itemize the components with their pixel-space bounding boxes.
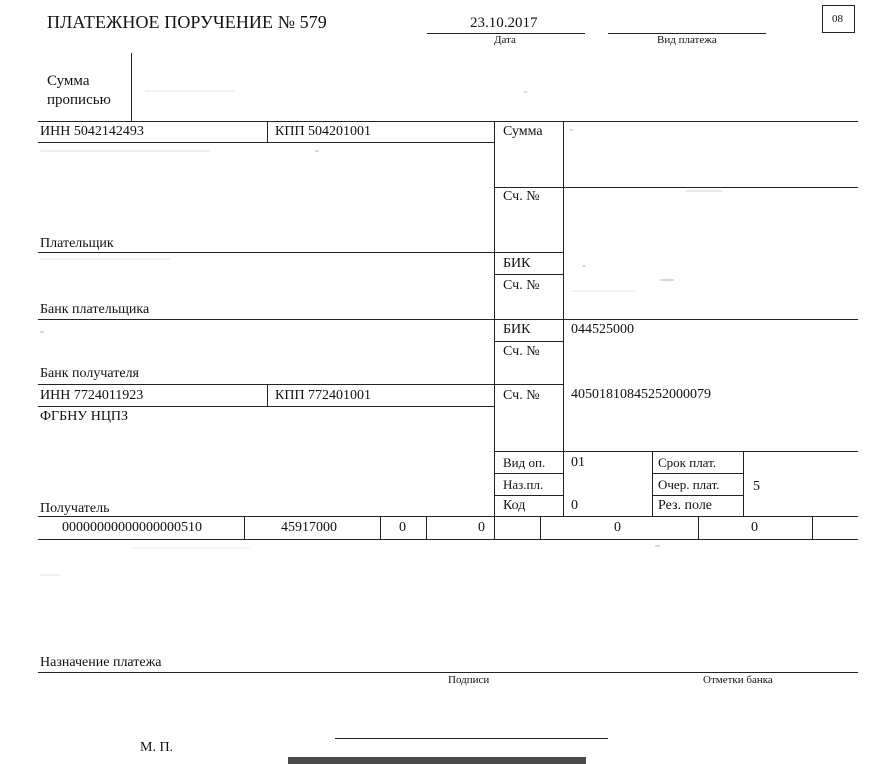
recipient-name: ФГБНУ НЦПЗ bbox=[40, 409, 129, 424]
grid-line bbox=[38, 252, 563, 253]
reserved-field-label: Рез. поле bbox=[658, 498, 713, 513]
payer-label: Плательщик bbox=[40, 236, 114, 251]
recipient-inn: ИНН 7724011923 bbox=[40, 388, 144, 403]
tax-doc-number: 0 bbox=[614, 520, 621, 535]
recipient-kpp: КПП 772401001 bbox=[275, 388, 372, 403]
grid-line bbox=[38, 384, 563, 385]
grid-line bbox=[38, 319, 858, 320]
grid-line bbox=[38, 516, 858, 517]
sum-label: Сумма bbox=[503, 124, 543, 139]
tax-period: 0 bbox=[478, 520, 485, 535]
grid-line bbox=[38, 406, 494, 407]
grid-line bbox=[743, 451, 744, 516]
recipient-bank-bik: 044525000 bbox=[571, 322, 634, 337]
document-title: ПЛАТЕЖНОЕ ПОРУЧЕНИЕ № 579 bbox=[47, 12, 327, 32]
payment-purpose-code-label: Наз.пл. bbox=[503, 477, 544, 492]
grid-line bbox=[494, 473, 563, 474]
redacted-text bbox=[145, 90, 235, 92]
grid-line bbox=[494, 187, 858, 188]
payment-term-label: Срок плат. bbox=[658, 455, 717, 470]
signatures-label: Подписи bbox=[448, 674, 490, 686]
code-value: 0 bbox=[571, 498, 578, 513]
redacted-text bbox=[660, 279, 674, 281]
payment-type-caption: Вид платежа bbox=[657, 34, 717, 46]
bank-marks-label: Отметки банка bbox=[703, 674, 773, 686]
grid-line bbox=[812, 516, 813, 539]
stamp-place-label: М. П. bbox=[140, 740, 174, 755]
overlay-bar bbox=[288, 757, 586, 764]
redacted-text bbox=[40, 574, 60, 576]
grid-line bbox=[698, 516, 699, 539]
payer-bank-bik-label: БИК bbox=[503, 256, 531, 271]
operation-type-label: Вид оп. bbox=[503, 455, 546, 470]
grid-line bbox=[426, 516, 427, 539]
document-date: 23.10.2017 bbox=[470, 15, 538, 31]
amount-in-words-label: Сумма прописью bbox=[47, 73, 111, 108]
payer-bank-account-label: Сч. № bbox=[503, 278, 540, 293]
code-label: Код bbox=[503, 498, 526, 513]
redacted-text bbox=[582, 265, 586, 267]
grid-line bbox=[494, 341, 563, 342]
form-code: 08 bbox=[832, 13, 843, 25]
redacted-text bbox=[686, 190, 722, 192]
recipient-label: Получатель bbox=[40, 501, 110, 516]
grid-line bbox=[267, 384, 268, 407]
payment-priority-value: 5 bbox=[753, 479, 760, 494]
operation-type-value: 01 bbox=[571, 455, 585, 470]
redacted-text bbox=[570, 290, 635, 292]
signature-line bbox=[335, 738, 608, 739]
grid-line bbox=[38, 539, 858, 540]
redacted-text bbox=[40, 258, 170, 260]
recipient-account-label: Сч. № bbox=[503, 388, 540, 403]
grid-line bbox=[652, 495, 743, 496]
grid-line bbox=[38, 121, 858, 122]
grid-line bbox=[494, 121, 495, 540]
grid-line bbox=[38, 672, 858, 673]
redacted-text bbox=[130, 547, 250, 549]
date-caption: Дата bbox=[494, 34, 516, 46]
redacted-text bbox=[40, 150, 210, 152]
payer-bank-label: Банк плательщика bbox=[40, 302, 150, 317]
grid-line bbox=[267, 121, 268, 142]
tax-basis: 0 bbox=[399, 520, 406, 535]
recipient-bank-bik-label: БИК bbox=[503, 322, 531, 337]
recipient-bank-account-label: Сч. № bbox=[503, 344, 540, 359]
grid-line bbox=[494, 495, 563, 496]
grid-line bbox=[652, 473, 743, 474]
tax-oktmo: 45917000 bbox=[281, 520, 337, 535]
form-code-box bbox=[822, 5, 855, 33]
tax-kbk: 00000000000000000510 bbox=[62, 520, 202, 535]
recipient-bank-label: Банк получателя bbox=[40, 366, 139, 381]
grid-line bbox=[494, 274, 563, 275]
redacted-text bbox=[40, 331, 44, 333]
redacted-text bbox=[655, 545, 660, 547]
grid-line bbox=[540, 516, 541, 539]
grid-line bbox=[494, 451, 858, 452]
grid-line bbox=[244, 516, 245, 539]
redacted-text bbox=[315, 150, 319, 152]
redacted-text bbox=[570, 129, 573, 131]
grid-line bbox=[652, 451, 653, 516]
payer-account-label: Сч. № bbox=[503, 189, 540, 204]
grid-line bbox=[38, 142, 494, 143]
amount-words-divider bbox=[131, 53, 132, 121]
payment-purpose-label: Назначение платежа bbox=[40, 655, 162, 670]
grid-line bbox=[380, 516, 381, 539]
recipient-account: 40501810845252000079 bbox=[571, 387, 711, 402]
redacted-text bbox=[524, 91, 527, 93]
payment-priority-label: Очер. плат. bbox=[658, 477, 720, 492]
payer-kpp: КПП 504201001 bbox=[275, 124, 372, 139]
payer-inn: ИНН 5042142493 bbox=[40, 124, 144, 139]
tax-doc-date: 0 bbox=[751, 520, 758, 535]
